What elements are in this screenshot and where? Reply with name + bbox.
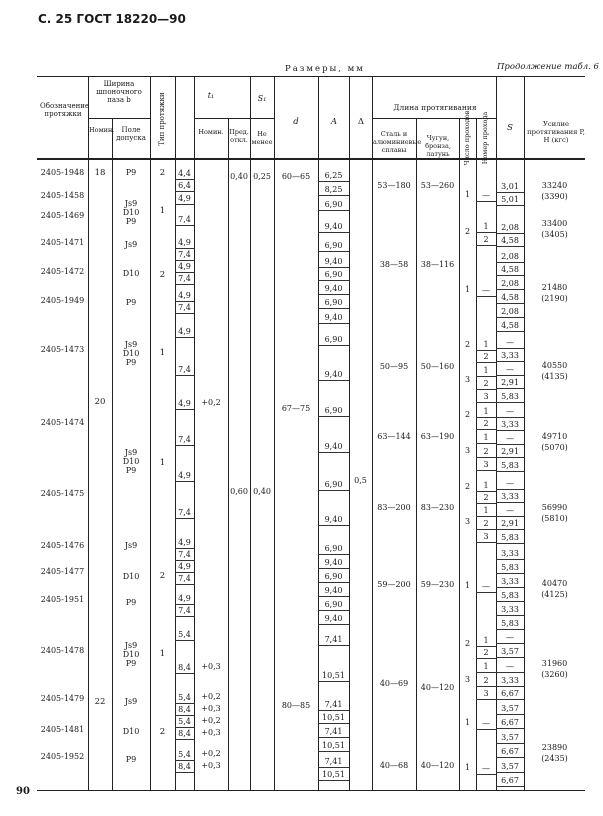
designation-cell: 2405-1471 [40, 238, 85, 247]
pass-no-cell: 2 [476, 675, 496, 687]
pass-no-cell: 2 [476, 518, 496, 530]
cast-length-cell: 50—160 [420, 362, 455, 371]
force-cell: (4135) [541, 372, 568, 381]
tolerance-cell: P9 [125, 217, 137, 226]
cast-length-cell: 59—230 [420, 580, 455, 589]
steel-length-cell: 40—69 [379, 679, 409, 688]
passes-cell: 2 [464, 340, 471, 349]
force-cell: 31960 [541, 659, 568, 668]
header-force: Усилие протягивания P, Н (кгс) [527, 120, 585, 144]
t1-nominal-cell: 4,9 [175, 537, 194, 549]
S-cell: 4,58 [496, 292, 524, 304]
S-cell: 2,08 [496, 306, 524, 318]
S-cell: — [496, 632, 524, 644]
t1-deviation-cell: +0,3 [201, 662, 221, 671]
header-steel: Сталь и алюминиевые сплавы [373, 130, 422, 154]
A-cell: 9,40 [318, 312, 349, 324]
S-cell: 3,57 [496, 732, 524, 744]
d-cell: 80—85 [281, 701, 311, 710]
t1-deviation-cell: +0,3 [201, 704, 221, 713]
S-cell: 4,58 [496, 264, 524, 276]
t1-nominal-cell: 7,4 [175, 549, 194, 561]
tolerance-cell: Js9 [124, 448, 138, 457]
A-cell: 6,90 [318, 479, 349, 491]
force-cell: 33400 [541, 219, 568, 228]
header-S: S [507, 123, 513, 133]
type-cell: 1 [159, 348, 166, 358]
d-cell: 60—65 [281, 172, 311, 181]
force-cell: 23890 [541, 743, 568, 752]
t1-nominal-cell: 4,9 [175, 593, 194, 605]
s1-min-cell: 0,40 [253, 487, 271, 496]
type-cell: 1 [159, 206, 166, 216]
force-cell: (4125) [541, 590, 568, 599]
cast-length-cell: 53—260 [420, 181, 455, 190]
S-cell: 3,01 [496, 181, 524, 193]
tolerance-cell: D10 [122, 208, 140, 217]
cast-length-cell: 40—120 [420, 683, 455, 692]
S-cell: 2,91 [496, 518, 524, 530]
steel-length-cell: 83—200 [377, 503, 411, 512]
pass-no-cell: 2 [476, 378, 496, 390]
steel-length-cell: 59—200 [377, 580, 411, 589]
tolerance-cell: Js9 [124, 697, 138, 706]
A-cell: 7,41 [318, 756, 349, 768]
tolerance-cell: D10 [122, 572, 140, 581]
t1-nominal-cell: 8,4 [175, 704, 194, 716]
header-type: Тип протяжки [158, 92, 166, 146]
tolerance-cell: P9 [125, 466, 137, 475]
pass-no-cell: 1 [476, 365, 496, 377]
pass-no-cell: 2 [476, 492, 496, 504]
designation-cell: 2405-1477 [40, 567, 85, 576]
A-cell: 9,40 [318, 514, 349, 526]
pass-no-cell: 2 [476, 351, 496, 363]
t1-nominal-cell: 8,4 [175, 728, 194, 740]
S-cell: 4,58 [496, 320, 524, 332]
header-passes: Число проходов [463, 110, 471, 166]
header-nominal: Номин. [89, 126, 115, 134]
t1-nominal-cell: 5,4 [175, 716, 194, 728]
passes-cell: 3 [464, 675, 471, 684]
force-cell: 49710 [541, 432, 568, 441]
passes-cell: 3 [464, 446, 471, 455]
tolerance-cell: D10 [122, 457, 140, 466]
passes-cell: 3 [464, 517, 471, 526]
A-cell: 7,41 [318, 699, 349, 711]
pass-no-cell: 1 [476, 406, 496, 418]
designation-cell: 2405-1458 [40, 191, 85, 200]
passes-cell: 2 [464, 410, 471, 419]
s1-min-cell: 0,25 [253, 172, 271, 181]
A-cell: 6,90 [318, 297, 349, 309]
pass-no-cell: 3 [476, 688, 496, 700]
S-cell: 5,01 [496, 194, 524, 206]
s1-max-cell: 0,60 [230, 487, 248, 496]
pass-no-cell: 2 [476, 647, 496, 659]
t1-nominal-cell: 6,4 [175, 180, 194, 192]
S-cell: 5,83 [496, 618, 524, 630]
t1-nominal-cell: 5,4 [175, 692, 194, 704]
t1-nominal-cell: 4,9 [175, 326, 194, 338]
passes-cell: 1 [464, 190, 471, 199]
designation-cell: 2405-1478 [40, 646, 85, 655]
type-cell: 1 [159, 649, 166, 659]
A-cell: 7,41 [318, 634, 349, 646]
A-cell: 10,51 [318, 740, 349, 752]
pass-no-cell: 1 [476, 339, 496, 351]
S-cell: 6,67 [496, 746, 524, 758]
nominal-b-cell: 18 [94, 168, 106, 178]
designation-cell: 2405-1474 [40, 418, 85, 427]
A-cell: 9,40 [318, 441, 349, 453]
header-designation: Обозначение протяжки [40, 102, 90, 118]
designation-cell: 2405-1481 [40, 725, 85, 734]
continuation-label: Продолжение табл. 6 [497, 62, 599, 72]
nominal-b-cell: 20 [94, 397, 106, 407]
A-cell: 9,40 [318, 283, 349, 295]
nominal-b-cell: 22 [94, 697, 106, 707]
cast-length-cell: 38—116 [420, 260, 455, 269]
designation-cell: 2405-1473 [40, 345, 85, 354]
cast-length-cell: 40—120 [420, 761, 455, 770]
pass-no-cell: 1 [476, 505, 496, 517]
t1-nominal-cell: 7,4 [175, 605, 194, 617]
header-s1: S₁ [257, 94, 267, 103]
t1-deviation-cell: +0,2 [201, 749, 221, 758]
S-cell: 6,67 [496, 717, 524, 729]
designation-cell: 2405-1479 [40, 694, 85, 703]
header-d: d [293, 117, 299, 127]
t1-nominal-cell: 4,9 [175, 193, 194, 205]
type-cell: 1 [159, 458, 166, 468]
header-tolerance-field: Поле допуска [116, 126, 146, 142]
force-cell: (2435) [541, 754, 568, 763]
A-cell: 10,51 [318, 712, 349, 724]
S-cell: 2,91 [496, 377, 524, 389]
t1-nominal-cell: 4,9 [175, 398, 194, 410]
pass-no-cell: — [476, 718, 496, 730]
A-cell: 6,90 [318, 334, 349, 346]
S-cell: 3,33 [496, 548, 524, 560]
t1-deviation-cell: +0,3 [201, 728, 221, 737]
S-cell: — [496, 478, 524, 490]
S-cell: 3,33 [496, 604, 524, 616]
pass-no-cell: 3 [476, 391, 496, 403]
A-cell: 9,40 [318, 613, 349, 625]
steel-length-cell: 50—95 [379, 362, 409, 371]
t1-nominal-cell: 7,4 [175, 273, 194, 285]
A-cell: 6,90 [318, 543, 349, 555]
passes-cell: 1 [464, 763, 471, 772]
A-cell: 6,90 [318, 405, 349, 417]
header-length: Длина протягивания [393, 103, 477, 112]
A-cell: 7,41 [318, 726, 349, 738]
t1-nominal-cell: 4,9 [175, 237, 194, 249]
tolerance-cell: D10 [122, 349, 140, 358]
A-cell: 10,51 [318, 670, 349, 682]
tolerance-cell: Js9 [124, 541, 138, 550]
A-cell: 6,90 [318, 599, 349, 611]
S-cell: 3,57 [496, 703, 524, 715]
A-cell: 6,25 [318, 170, 349, 182]
t1-nominal-cell: 4,4 [175, 168, 194, 180]
tolerance-cell: P9 [125, 659, 137, 668]
passes-cell: 1 [464, 285, 471, 294]
pass-no-cell: — [476, 581, 496, 593]
S-cell: 3,33 [496, 576, 524, 588]
force-cell: 40550 [541, 361, 568, 370]
force-cell: 21480 [541, 283, 568, 292]
force-cell: (5070) [541, 443, 568, 452]
tolerance-cell: D10 [122, 650, 140, 659]
steel-length-cell: 40—68 [379, 761, 409, 770]
t1-nominal-cell: 5,4 [175, 749, 194, 761]
pass-no-cell: 1 [476, 432, 496, 444]
pass-no-cell: 1 [476, 480, 496, 492]
t1-nominal-cell: 7,4 [175, 573, 194, 585]
t1-nominal-cell: 4,9 [175, 290, 194, 302]
tolerance-cell: Js9 [124, 199, 138, 208]
t1-deviation-cell: +0,2 [201, 398, 221, 407]
t1-nominal-cell: 7,4 [175, 364, 194, 376]
designation-cell: 2405-1476 [40, 541, 85, 550]
S-cell: 3,57 [496, 646, 524, 658]
page-header: С. 25 ГОСТ 18220—90 [38, 12, 186, 26]
header-t1-nominal: Номин. [198, 128, 224, 136]
cast-length-cell: 83—230 [420, 503, 455, 512]
t1-deviation-cell: +0,2 [201, 716, 221, 725]
tolerance-cell: Js9 [124, 240, 138, 249]
force-cell: (5810) [541, 514, 568, 523]
tolerance-cell: P9 [125, 755, 137, 764]
A-cell: 6,90 [318, 199, 349, 211]
steel-length-cell: 63—144 [377, 432, 411, 441]
header-width-group: Ширина шпоночного паза b [96, 80, 142, 104]
tolerance-cell: D10 [122, 727, 140, 736]
pass-no-cell: 1 [476, 221, 496, 233]
pass-no-cell: — [476, 285, 496, 297]
tolerance-cell: P9 [125, 298, 137, 307]
passes-cell: 2 [464, 227, 471, 236]
S-cell: 3,33 [496, 675, 524, 687]
t1-nominal-cell: 7,4 [175, 249, 194, 261]
t1-nominal-cell: 5,4 [175, 629, 194, 641]
S-cell: — [496, 505, 524, 517]
t1-nominal-cell: 4,9 [175, 561, 194, 573]
S-cell: 6,67 [496, 688, 524, 700]
tolerance-cell: P9 [125, 358, 137, 367]
header-pass-no: Номер прохода [481, 111, 489, 165]
t1-nominal-cell: 7,4 [175, 507, 194, 519]
A-cell: 6,90 [318, 240, 349, 252]
tolerance-cell: Js9 [124, 340, 138, 349]
type-cell: 2 [159, 571, 166, 581]
steel-length-cell: 38—58 [379, 260, 409, 269]
force-cell: 33240 [541, 181, 568, 190]
A-cell: 10,51 [318, 769, 349, 781]
pass-no-cell: 1 [476, 635, 496, 647]
pass-no-cell: 3 [476, 531, 496, 543]
S-cell: 3,33 [496, 350, 524, 362]
A-cell: 6,90 [318, 571, 349, 583]
pass-no-cell: 1 [476, 661, 496, 673]
pass-no-cell: — [476, 190, 496, 202]
A-cell: 9,40 [318, 557, 349, 569]
t1-nominal-cell: 7,4 [175, 214, 194, 226]
S-cell: 2,91 [496, 446, 524, 458]
S-cell: 2,08 [496, 251, 524, 263]
force-cell: 56990 [541, 503, 568, 512]
S-cell: 3,33 [496, 491, 524, 503]
t1-nominal-cell: 7,4 [175, 302, 194, 314]
t1-nominal-cell: 8,4 [175, 662, 194, 674]
passes-cell: 3 [464, 375, 471, 384]
pass-no-cell: 2 [476, 418, 496, 430]
S-cell: 4,58 [496, 235, 524, 247]
S-cell: 5,83 [496, 391, 524, 403]
force-cell: (3390) [541, 192, 568, 201]
t1-nominal-cell: 8,4 [175, 761, 194, 773]
S-cell: 5,83 [496, 590, 524, 602]
header-delta: Δ [357, 117, 365, 127]
designation-cell: 2405-1949 [40, 296, 85, 305]
S-cell: 5,83 [496, 460, 524, 472]
A-cell: 6,90 [318, 269, 349, 281]
type-cell: 2 [159, 168, 166, 178]
header-A: A [330, 117, 338, 127]
t1-nominal-cell: 4,9 [175, 470, 194, 482]
tolerance-cell: P9 [125, 598, 137, 607]
page-number: 90 [16, 786, 30, 797]
S-cell: — [496, 661, 524, 673]
A-cell: 9,40 [318, 369, 349, 381]
header-cast-iron: Чугун, бронза, латунь [425, 134, 451, 158]
cast-length-cell: 63—190 [420, 432, 455, 441]
S-cell: — [496, 433, 524, 445]
passes-cell: 1 [464, 581, 471, 590]
A-cell: 9,40 [318, 256, 349, 268]
passes-cell: 1 [464, 718, 471, 727]
type-cell: 2 [159, 727, 166, 737]
passes-cell: 2 [464, 639, 471, 648]
tolerance-cell: D10 [122, 269, 140, 278]
pass-no-cell: — [476, 763, 496, 775]
force-cell: 40470 [541, 579, 568, 588]
sizes-caption: Размеры, мм [285, 64, 365, 74]
tolerance-cell: P9 [125, 168, 137, 177]
passes-cell: 2 [464, 482, 471, 491]
pass-no-cell: 3 [476, 459, 496, 471]
S-cell: — [496, 364, 524, 376]
A-cell: 9,40 [318, 585, 349, 597]
designation-cell: 2405-1469 [40, 211, 85, 220]
S-cell: 3,57 [496, 761, 524, 773]
force-cell: (3260) [541, 670, 568, 679]
A-cell: 9,40 [318, 221, 349, 233]
s1-max-cell: 0,40 [230, 172, 248, 181]
t1-nominal-cell: 4,9 [175, 261, 194, 273]
S-cell: 5,83 [496, 532, 524, 544]
t1-deviation-cell: +0,2 [201, 692, 221, 701]
delta-cell: 0,5 [354, 476, 367, 485]
designation-cell: 2405-1952 [40, 752, 85, 761]
t1-deviation-cell: +0,3 [201, 761, 221, 770]
t1-nominal-cell: 7,4 [175, 434, 194, 446]
pass-no-cell: 2 [476, 234, 496, 246]
S-cell: 2,08 [496, 278, 524, 290]
force-cell: (2190) [541, 294, 568, 303]
type-cell: 2 [159, 270, 166, 280]
S-cell: 6,67 [496, 775, 524, 787]
header-s1-min: Не менее [251, 130, 273, 146]
designation-cell: 2405-1948 [40, 168, 85, 177]
S-cell: 3,33 [496, 419, 524, 431]
force-cell: (3405) [541, 230, 568, 239]
tolerance-cell: Js9 [124, 641, 138, 650]
S-cell: — [496, 337, 524, 349]
d-cell: 67—75 [281, 404, 311, 413]
steel-length-cell: 53—180 [377, 181, 411, 190]
S-cell: 2,08 [496, 222, 524, 234]
A-cell: 8,25 [318, 184, 349, 196]
designation-cell: 2405-1475 [40, 489, 85, 498]
S-cell: — [496, 406, 524, 418]
designation-cell: 2405-1951 [40, 595, 85, 604]
header-t1-deviation: Пред. откл. [229, 128, 249, 144]
S-cell: 5,83 [496, 562, 524, 574]
pass-no-cell: 2 [476, 446, 496, 458]
header-t1: t₁ [207, 91, 215, 100]
designation-cell: 2405-1472 [40, 267, 85, 276]
